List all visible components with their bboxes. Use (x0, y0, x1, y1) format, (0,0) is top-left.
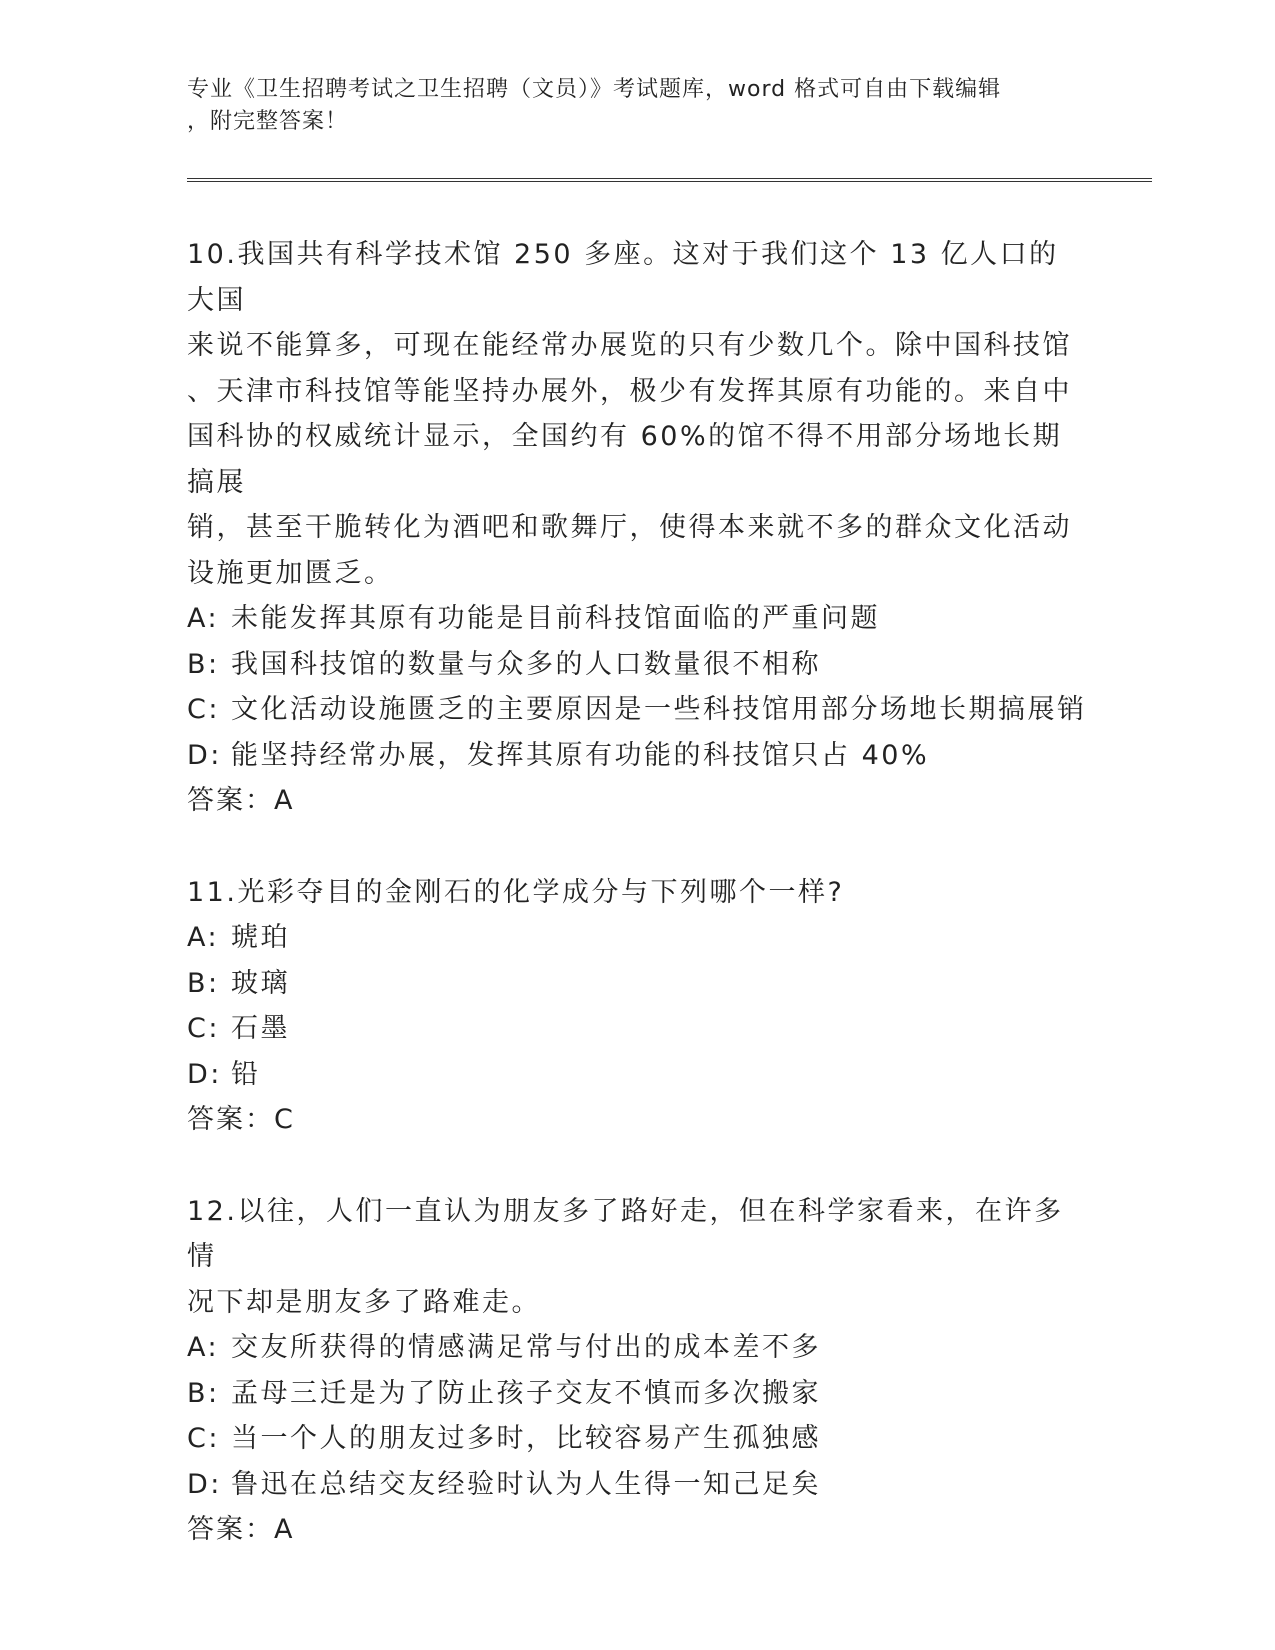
question-list (187, 232, 1087, 1553)
option-a (187, 915, 1087, 961)
option-c (187, 687, 1087, 733)
option-text: 铅 (231, 1058, 261, 1090)
option-a (187, 596, 1087, 642)
question-10 (187, 232, 1087, 824)
option-label: B: (187, 1377, 220, 1409)
option-label: D: (187, 1468, 222, 1500)
question-11 (187, 870, 1087, 1143)
stem-line: 国科协的权威统计显示，全国约有 60%的馆不得不用部分场地长期搞展 (187, 421, 1063, 498)
stem-line: 、天津市科技馆等能坚持办展外，极少有发挥其原有功能的。来自中 (187, 375, 1072, 407)
option-text: 鲁迅在总结交友经验时认为人生得一知己足矣 (231, 1468, 821, 1500)
stem-line: 12.以往，人们一直认为朋友多了路好走，但在科学家看来，在许多情 (187, 1195, 1064, 1272)
option-label: A: (187, 922, 220, 953)
answer-line: 答案：A (187, 785, 295, 816)
stem-line: 10.我国共有科学技术馆 250 多座。这对于我们这个 13 亿人口的大国 (187, 239, 1059, 316)
option-label: D: (187, 1058, 222, 1090)
header-divider-top (187, 178, 1152, 179)
option-text: 当一个人的朋友过多时，比较容易产生孤独感 (231, 1423, 821, 1454)
option-text: 交友所获得的情感满足常与付出的成本差不多 (231, 1332, 821, 1363)
option-b (187, 961, 1087, 1007)
option-c (187, 1006, 1087, 1052)
option-c (187, 1416, 1087, 1462)
option-b (187, 642, 1087, 688)
answer-line: 答案：C (187, 1104, 295, 1135)
question-stem (187, 232, 1087, 596)
stem-line: 设施更加匮乏。 (187, 557, 394, 589)
option-d (187, 733, 1087, 779)
answer-line: 答案：A (187, 1514, 295, 1545)
option-label: C: (187, 1013, 220, 1044)
header-divider-bottom (187, 181, 1152, 182)
question-stem (187, 870, 1087, 916)
stem-line: 销，甚至干脆转化为酒吧和歌舞厅，使得本来就不多的群众文化活动 (187, 512, 1072, 543)
option-label: C: (187, 1423, 220, 1454)
option-d (187, 1462, 1087, 1508)
question-12 (187, 1189, 1087, 1553)
stem-line: 11.光彩夺目的金刚石的化学成分与下列哪个一样? (187, 876, 845, 908)
option-text: 我国科技馆的数量与众多的人口数量很不相称 (231, 648, 821, 680)
option-text: 未能发挥其原有功能是目前科技馆面临的严重问题 (231, 603, 880, 634)
document-header (187, 74, 1077, 138)
option-label: A: (187, 603, 220, 634)
option-b (187, 1371, 1087, 1417)
option-label: B: (187, 967, 220, 999)
option-text: 孟母三迁是为了防止孩子交友不慎而多次搬家 (231, 1377, 821, 1409)
option-text: 玻璃 (231, 967, 290, 999)
question-stem (187, 1189, 1087, 1326)
header-line-2: ，附完整答案！ (187, 109, 349, 134)
option-text: 琥珀 (231, 922, 290, 953)
option-text: 石墨 (231, 1013, 290, 1044)
header-line-1: 专业《卫生招聘考试之卫生招聘（文员）》考试题库，word 格式可自由下载编辑 (187, 77, 1002, 102)
option-d (187, 1052, 1087, 1098)
option-text: 能坚持经常办展，发挥其原有功能的科技馆只占 40% (231, 739, 930, 771)
stem-line: 况下却是朋友多了路难走。 (187, 1286, 541, 1318)
option-label: A: (187, 1332, 220, 1363)
option-a (187, 1325, 1087, 1371)
option-label: B: (187, 648, 220, 680)
option-text: 文化活动设施匮乏的主要原因是一些科技馆用部分场地长期搞展销 (231, 694, 1087, 725)
stem-line: 来说不能算多，可现在能经常办展览的只有少数几个。除中国科技馆 (187, 330, 1072, 361)
option-label: D: (187, 739, 222, 771)
option-label: C: (187, 694, 220, 725)
